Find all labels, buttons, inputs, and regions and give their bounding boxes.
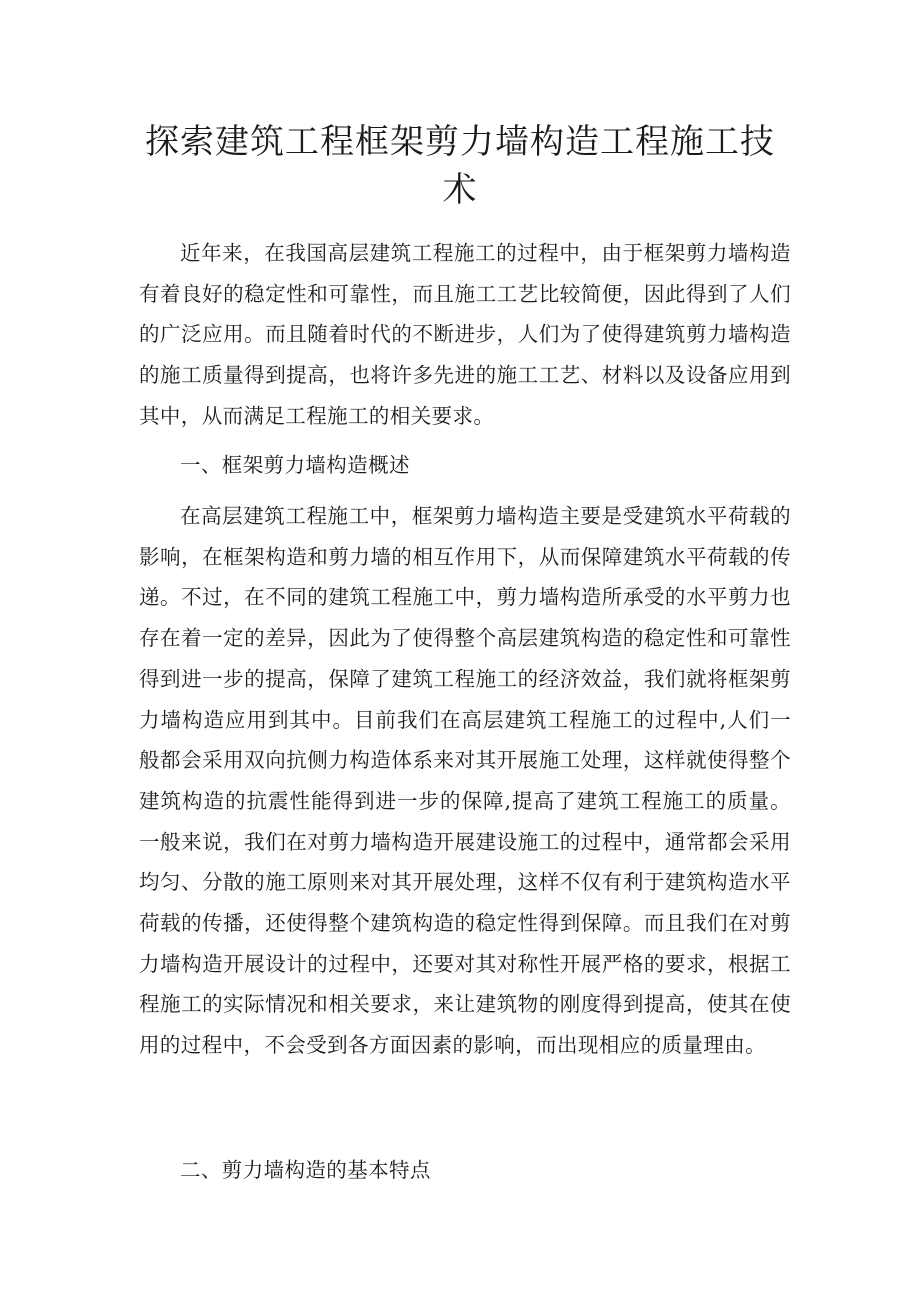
section-1-paragraph: 在高层建筑工程施工中，框架剪力墙构造主要是受建筑水平荷载的影响，在框架构造和剪力墙的相互作用下，从而保障建筑水平荷载的传递。不过，在不同的建筑工程施工中，剪力墙构造所承受的水平剪力也存在着一定的差异，因此为了使得整个高层建筑构造的稳定性和可靠性得到进一步的提高，保障了建筑工程施工的经济效益，我们就将框架剪力墙构造应用到其中。目前我们在高层建筑工程施工的过程中,人们一般都会采用双向抗侧力构造体系来对其开展施工处理，这样就使得整个建筑构造的抗震性能得到进一步的保障,提高了建筑工程施工的质量。一般来说，我们在对剪力墙构造开展建设施工的过程中，通常都会采用均匀、分散的施工原则来对其开展处理，这样不仅有利于建筑构造水平荷载的传播，还使得整个建筑构造的稳定性得到保障。而且我们在对剪力墙构造开展设计的过程中，还要对其对称性开展严格的要求，根据工程施工的实际情况和相关要求，来让建筑物的刚度得到提高，使其在使用的过程中，不会受到各方面因素的影响，而出现相应的质量理由。 xyxy=(139,504,791,1058)
section-heading-2: 二、剪力墙构造的基本特点 xyxy=(180,1158,431,1182)
section-heading-1: 一、框架剪力墙构造概述 xyxy=(180,453,410,477)
intro-paragraph: 近年来，在我国高层建筑工程施工的过程中，由于框架剪力墙构造有着良好的稳定性和可靠性，而且施工工艺比较简便，因此得到了人们的广泛应用。而且随着时代的不断进步，人们为了使得建筑剪力墙构造的施工质量得到提高，也将许多先进的施工工艺、材料以及设备应用到其中，从而满足工程施工的相关要求。 xyxy=(139,241,791,428)
document-title: 探索建筑工程框架剪力墙构造工程施工技术 xyxy=(145,122,775,210)
